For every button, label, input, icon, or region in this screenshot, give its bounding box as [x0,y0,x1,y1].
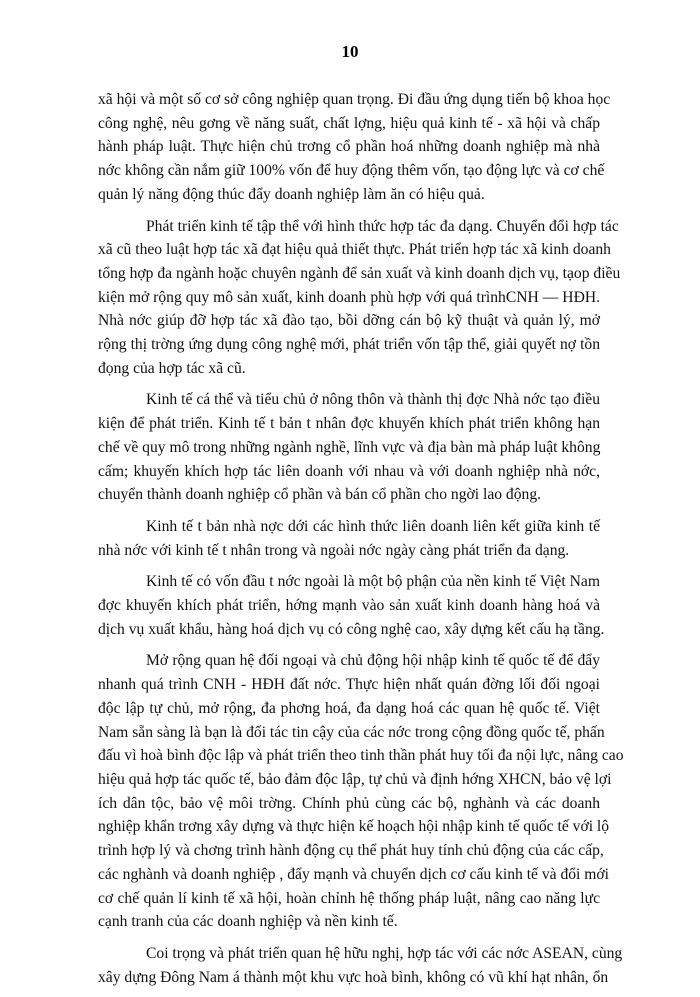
text-line: hiệu quả hợp tác quốc tế, bảo đảm độc lập, tự chủ và định hớng XHCN, bảo vệ lợi [98,770,612,788]
text-line: trình hợp lý và chơng trình hành động cụ thể phát huy tính chủ động của các cấp, [98,842,604,860]
text-line: chế về quy mô trong những ngành nghề, lĩnh vực và địa bàn mà pháp luật không [98,438,601,456]
text-line: Kinh tế có vốn đầu t nớc ngoài là một bộ phận của nền kinh tế Việt Nam [146,573,600,591]
text-line: rộng thị trờng ứng dụng công nghệ mới, phát triển vốn tập thể, giải quyết nợ tồn [98,336,600,354]
text-line: kiện mở rộng quy mô sản xuất, kinh doanh phù hợp với quá trìnhCNH — HĐH. [98,288,600,306]
text-line: công nghệ, nêu gơng về năng suất, chất lợng, hiệu quả kinh tế - xã hội và chấp [98,114,600,132]
paragraph [98,570,605,641]
paragraph [98,649,624,933]
text-line: nghiệp khẩn trơng xây dựng và thực hiện kế hoạch hội nhập kinh tế quốc tế với lộ [98,818,610,836]
paragraph [98,515,600,562]
text-line: Nhà nớc giúp đỡ hợp tác xã đào tạo, bồi dỡng cán bộ kỹ thuật và quản lý, mở [98,312,600,330]
text-line: Coi trọng và phát triển quan hệ hữu nghị, hợp tác với các nớc ASEAN, cùng [146,944,623,962]
text-line: dịch vụ xuất khẩu, hàng hoá dịch vụ có công nghệ cao, xây dựng kết cấu hạ tầng. [98,620,605,638]
text-line: kiện để phát triển. Kinh tế t bản t nhân đợc khuyến khích phát triển không hạn [98,415,600,433]
text-line: Nam sẵn sàng là bạn là đối tác tin cậy của các nớc trong cộng đồng quốc tế, phấn [98,723,605,741]
text-line: Phát triển kinh tế tập thể với hình thức hợp tác đa dạng. Chuyển đổi hợp tác [146,217,619,235]
text-line: xây dựng Đông Nam á thành một khu vực hoà bình, không có vũ khí hạt nhân, ổn [98,968,609,986]
text-line: hành pháp luật. Thực hiện chủ trơng cổ phần hoá những doanh nghiệp mà nhà [98,138,600,156]
text-line: cơ chế quản lí kinh tế xã hội, hoàn chỉnh hệ thống pháp luật, nâng cao năng lực [98,889,600,907]
paragraph [98,215,621,381]
text-line: các nghành và doanh nghiệp , đẩy mạnh và chuyển dịch cơ cấu kinh tế và đổi mới [98,865,609,883]
text-line: đọng của hợp tác xã cũ. [98,359,246,377]
text-line: đợc khuyến khích phát triển, hớng mạnh vào sản xuất kinh doanh hàng hoá và [98,597,600,615]
text-line: cạnh tranh của các doanh nghiệp và nền kinh tế. [98,913,398,931]
text-line: cấm; khuyến khích hợp tác liên doanh với nhau và với doanh nghiệp nhà nớc, [98,462,600,480]
text-line: quản lý năng động thúc đẩy doanh nghiệp làm ăn có hiệu quả. [98,185,485,203]
paragraph [98,942,623,989]
page-number: 10 [341,42,359,61]
text-line: tổng hợp đa ngành hoặc chuyên ngành để sản xuất và kinh doanh dịch vụ, tạop điều [98,264,621,282]
paragraph [98,388,600,507]
text-line: ích dân tộc, bảo vệ môi trờng. Chính phủ cùng các bộ, nghành và các doanh [98,794,600,812]
text-line: xã cũ theo luật hợp tác xã đạt hiệu quả thiết thực. Phát triển hợp tác xã kinh doanh [98,241,611,259]
document-body [98,88,624,997]
text-line: chuyển thành doanh nghiệp cổ phần và bán cổ phần cho ngời lao động. [98,486,542,504]
text-line: xã hội và một số cơ sở công nghiệp quan trọng. Đi đầu ứng dụng tiến bộ khoa học [98,91,611,108]
text-line: Kinh tế t bản nhà nợc dới các hình thức liên doanh liên kết giữa kinh tế [146,517,600,535]
text-line: Mở rộng quan hệ đối ngoại và chủ động hội nhập kinh tế quốc tế để đẩy [146,652,600,670]
text-line: nhanh quá trình CNH - HĐH đất nớc. Thực hiện nhất quán đờng lối đối ngoại [98,676,600,694]
text-line: đấu vì hoà bình độc lập và phát triển theo tinh thần phát huy tối đa nội lực, nâng cao [98,747,624,765]
text-line: độc lập tự chủ, mở rộng, đa phơng hoá, đa dạng hoá các quan hệ quốc tế. Việt [98,699,600,717]
text-line: Kinh tế cá thể và tiểu chủ ở nông thôn và thành thị đợc Nhà nớc tạo điều [146,391,600,409]
text-line: nhà nớc với kinh tế t nhân trong và ngoài nớc ngày càng phát triển đa dạng. [98,541,570,559]
paragraph [98,88,611,207]
text-line: nớc không cần nắm giữ 100% vốn để huy động thêm vốn, tạo động lực và cơ chế [98,162,605,180]
